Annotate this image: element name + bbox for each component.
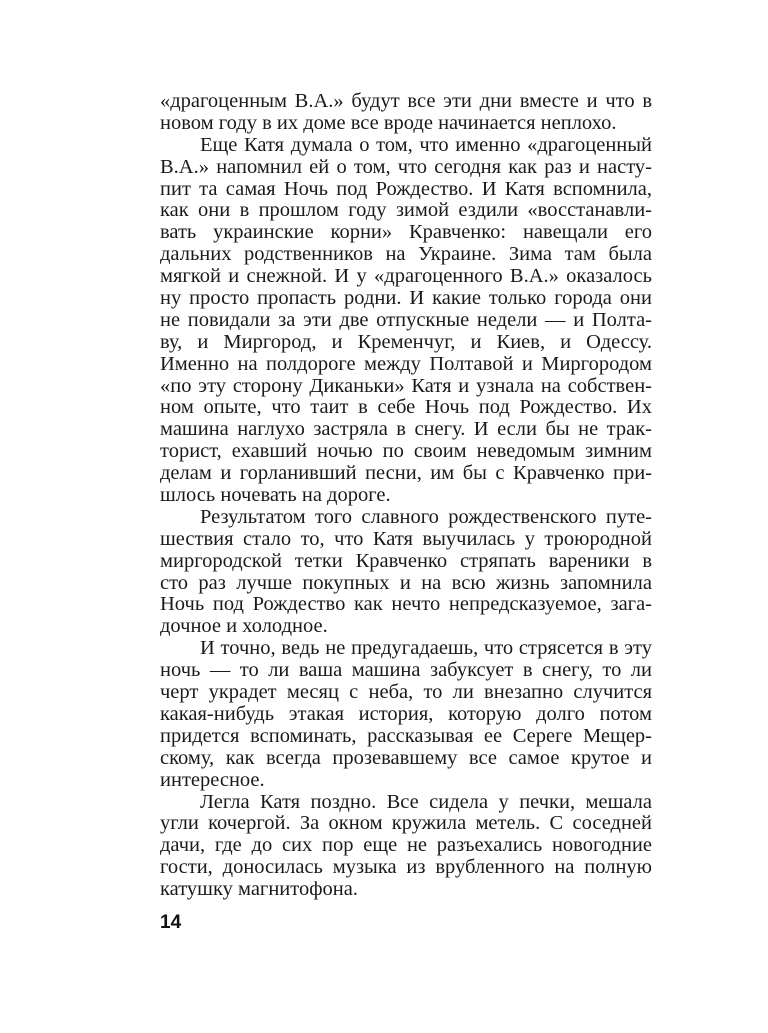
text-line: пит та самая Ночь под Рождество. И Катя вспомнила, [160, 177, 652, 200]
text-line: делам и горланивший песни, им бы с Кравченко при- [160, 462, 652, 485]
text-line: ну просто пропасть родни. И какие только города они [160, 287, 652, 310]
text-line: И точно, ведь не предугадаешь, что стрясется в эту [200, 637, 652, 660]
text-line: «драгоценным В.А.» будут все эти дни вместе и что в [160, 90, 652, 112]
text-line: шествия стало то, что Катя выучилась у троюродной [160, 527, 652, 550]
text-line: миргородской тетки Кравченко стряпать вареники в [160, 549, 652, 572]
body-text [160, 91, 652, 901]
text-line: катушку магнитофона. [160, 878, 358, 901]
text-line: В.А.» напомнил ей о том, что сегодня как раз и насту- [160, 155, 652, 178]
page-number: 14 [160, 912, 182, 933]
text-line: дальних родственников на Украине. Зима там была [160, 243, 652, 266]
text-line: не повидали за эти две отпускные недели — и Полта- [160, 308, 652, 331]
text-line: мягкой и снежной. И у «драгоценного В.А.» оказалось [160, 265, 652, 288]
text-line: Именно на полдороге между Полтавой и Миргородом [160, 352, 652, 375]
text-line: торист, ехавший ночью по своим неведомым зимним [160, 440, 652, 463]
text-line: Результатом того славного рождественского путе- [200, 505, 652, 528]
text-line: Легла Катя поздно. Все сидела у печки, мешала [200, 790, 652, 813]
text-line: дочное и холодное. [160, 615, 328, 638]
text-line: новом году в их доме все вроде начинается неплохо. [160, 111, 617, 134]
text-line: гости, доносилась музыка из врубленного на полную [160, 856, 652, 879]
text-line: скому, как всегда прозевавшему все самое крутое и [160, 746, 652, 769]
text-line: Ночь под Рождество как нечто непредсказуемое, зага- [160, 593, 652, 616]
text-line: сто раз лучше покупных и на всю жизнь запомнила [160, 571, 652, 594]
text-line: какая-нибудь этакая история, которую долго потом [160, 702, 652, 725]
text-line: дачи, где до сих пор еще не разъехались новогодние [160, 834, 652, 857]
text-line: ву, и Миргород, и Кременчуг, и Киев, и Одессу. [160, 330, 652, 353]
text-line: интересное. [160, 768, 265, 791]
text-line: «по эту сторону Диканьки» Катя и узнала на собствен- [160, 374, 652, 397]
text-line: ном опыте, что таит в себе Ночь под Рождество. Их [160, 396, 652, 419]
text-line: вать украинские корни» Кравченко: навещали его [160, 221, 652, 244]
text-line: как они в прошлом году зимой ездили «восстанавли- [160, 199, 652, 222]
text-line: машина наглухо застряла в снегу. И если бы не трак- [160, 418, 652, 441]
text-line: угли кочергой. За окном кружила метель. С соседней [160, 812, 652, 835]
text-line: придется вспоминать, рассказывая ее Сереге Мещер- [160, 724, 652, 747]
text-line: Еще Катя думала о том, что именно «драгоценный [200, 133, 652, 156]
text-line: шлось ночевать на дороге. [160, 484, 391, 507]
text-line: черт украдет месяц с неба, то ли внезапно случится [160, 681, 652, 704]
text-line: ночь — то ли ваша машина забуксует в снегу, то ли [160, 659, 652, 682]
